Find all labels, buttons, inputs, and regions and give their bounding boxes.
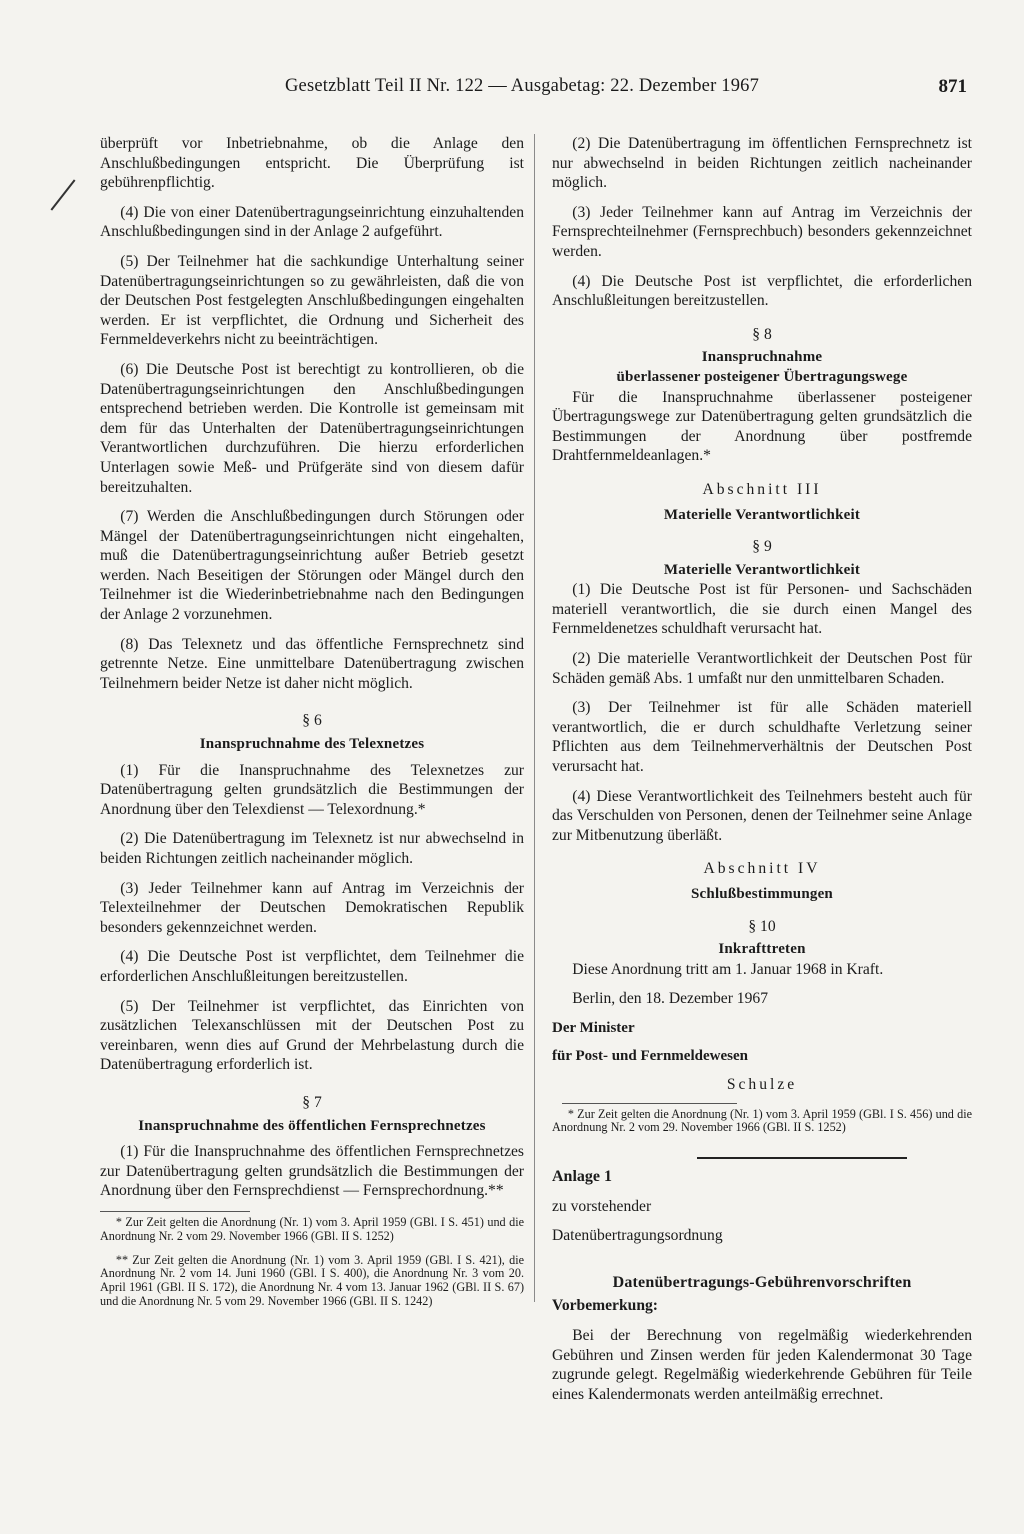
section-number: § 6 xyxy=(302,712,322,730)
section-title: Inanspruchnahme des Telexnetzes xyxy=(199,736,425,753)
chapter-title: Schlußbestimmungen xyxy=(691,886,833,902)
signer-title: Der Minister xyxy=(552,1019,635,1036)
paragraph: (8) Das Telexnetz und das öffentliche Fernsprechnetz sind getrennte Netze. Eine unmittelbare Datenübertragung zwischen Teilnehmern beider Netze ist daher nicht möglich. xyxy=(100,635,524,692)
page-number: 871 xyxy=(938,76,967,97)
paragraph: (3) Jeder Teilnehmer kann auf Antrag im Verzeichnis der Telexteilnehmer der Deutschen Demokratischen Republik besonders gekennzeichnet werden. xyxy=(100,879,524,936)
paragraph: Bei der Berechnung von regelmäßig wiederkehrenden Gebühren und Zinsen werden für jeden Kalendermonat 30 Tage zugrunde gelegt. Regelmäßig wiederkehrende Gebühren für Teile eines Kalendermonats werden anteilmäßig errechnet. xyxy=(552,1326,972,1403)
footnote-rule xyxy=(100,1211,250,1212)
footnote: ** Zur Zeit gelten die Anordnung (Nr. 1) vom 3. April 1959 (GBl. I S. 421), die Anordnung Nr. 2 vom 14. Juni 1960 (GBl. I S. 400), die Anordnung Nr. 3 vom 20. April 1961 (GBl. II S. 172), die Anordnung Nr. 4 vom 13. Januar 1962 (GBl. II S. 67) und die Anordnung Nr. 5 vom 29. November 1966 (GBl. II S. 1242) xyxy=(100,1252,524,1308)
paragraph: (3) Jeder Teilnehmer kann auf Antrag im Verzeichnis der Fernsprechteilnehmer (Fernsprechbuch) besonders gekennzeichnet werden. xyxy=(552,203,972,260)
paragraph: Für die Inanspruchnahme überlassener posteigener Übertragungswege zur Datenübertragung gelten grundsätzlich die Bestimmungen der Anordnung über postfremde Drahtfernmeldeanlagen.* xyxy=(552,388,972,465)
chapter-heading: Abschnitt III xyxy=(702,480,822,498)
appendix-subtitle: Datenübertragungsordnung xyxy=(552,1226,723,1244)
section-number: § 10 xyxy=(748,917,776,935)
paragraph: überprüft vor Inbetriebnahme, ob die Anlage den Anschlußbedingungen entspricht. Die Überprüfung ist gebührenpflichtig. xyxy=(100,135,524,192)
section-number: § 8 xyxy=(752,325,772,343)
footnote: * Zur Zeit gelten die Anordnung (Nr. 1) vom 3. April 1959 (GBl. I S. 456) und die Anordnung Nr. 2 vom 29. November 1966 (GBl. II S. 1252) xyxy=(552,1106,972,1135)
right-column xyxy=(552,134,972,1414)
signer-name: Schulze xyxy=(726,1075,798,1093)
paragraph: (4) Die Deutsche Post ist verpflichtet, dem Teilnehmer die erforderlichen Anschlußleitungen bereitzustellen. xyxy=(100,948,524,985)
paragraph: (5) Der Teilnehmer hat die sachkundige Unterhaltung seiner Datenübertragungseinrichtungen so zu gewährleisten, daß die von der Deutschen Post festgelegten Anschlußbedingungen eingehalten werden. Er ist verpflichtet, die Ordnung und Sicherheit des Fernmeldeverkehrs nicht zu beeinträchtigen. xyxy=(100,252,524,349)
paragraph: (5) Der Teilnehmer ist verpflichtet, das Einrichten von zusätzlichen Telexanschlüssen mit der Deutschen Post zu vereinbaren, wenn dies auf Grund der Mehrbelastung durch die Datenübertragung erforderlich ist. xyxy=(100,997,524,1074)
section-title: Materielle Verantwortlichkeit xyxy=(663,561,861,578)
paragraph: (2) Die Datenübertragung im Telexnetz ist nur abwechselnd in beiden Richtungen zeitlich nacheinander möglich. xyxy=(100,830,524,867)
running-title: Gesetzblatt Teil II Nr. 122 — Ausgabetag: 22. Dezember 1967 xyxy=(285,76,760,96)
paragraph: (2) Die Datenübertragung im öffentlichen Fernsprechnetz ist nur abwechselnd in beiden Richtungen zeitlich nacheinander möglich. xyxy=(552,135,972,192)
footnote-rule xyxy=(562,1103,737,1104)
appendix-rule xyxy=(697,1157,907,1159)
paragraph: (1) Für die Inanspruchnahme des öffentlichen Fernsprechnetzes zur Datenübertragung gelten grundsätzlich die Bestimmungen der Anordnung über den Fernsprechdienst — Fernsprechordnung.** xyxy=(100,1143,524,1200)
paragraph: (7) Werden die Anschlußbedingungen durch Störungen oder Mängel der Datenübertragungseinrichtungen nicht eingehalten, muß die Datenübertragungseinrichtung außer Betrieb gesetzt werden. Nach Beseitigen der Störungen oder Mängel durch den Teilnehmer ist die Wiederinbetriebnahme nach den Bedingungen der Anlage 2 vorzunehmen. xyxy=(100,508,524,624)
footnote: * Zur Zeit gelten die Anordnung (Nr. 1) vom 3. April 1959 (GBl. I S. 451) und die Anordnung Nr. 2 vom 29. November 1966 (GBl. II S. 1252) xyxy=(100,1214,524,1243)
section-title: überlassener posteigener Übertragungswege xyxy=(616,368,908,385)
paragraph: Diese Anordnung tritt am 1. Januar 1968 in Kraft. xyxy=(572,960,884,978)
signer-title: für Post- und Fernmeldewesen xyxy=(552,1047,748,1064)
paragraph: (1) Die Deutsche Post ist für Personen- und Sachschäden materiell verantwortlich, die sie durch einen Mangel des Fernmeldenetzes schuldhaft verursacht hat. xyxy=(552,581,972,638)
chapter-heading: Abschnitt IV xyxy=(703,860,821,878)
paragraph: (4) Diese Verantwortlichkeit des Teilnehmers besteht auch für das Verschulden von Personen, denen der Teilnehmer seine Anlage zur Mitbenutzung überläßt. xyxy=(552,787,972,844)
appendix-title: Anlage 1 xyxy=(552,1168,612,1186)
paragraph: (6) Die Deutsche Post ist berechtigt zu kontrollieren, ob die Datenübertragungseinrichtungen den Anschlußbedingungen entsprechend betrieben werden. Die Kontrolle ist gemeinsam mit dem für das Unterhalten der Datenübertragungseinrichtungen Verantwortlichen durchzuführen. Die hierzu erforderlichen Unterlagen sowie Meß- und Prüfgeräte sind von diesem dafür bereitzuhalten. xyxy=(100,360,524,496)
section-title: Inkrafttreten xyxy=(718,941,806,958)
paragraph: (2) Die materielle Verantwortlichkeit der Deutschen Post für Schäden gemäß Abs. 1 umfaßt nur den unmittelbaren Schaden. xyxy=(552,650,972,687)
appendix-heading: Datenübertragungs-Gebührenvorschriften xyxy=(612,1273,912,1291)
paragraph: (4) Die von einer Datenübertragungseinrichtung einzuhaltenden Anschlußbedingungen sind in der Anlage 2 aufgeführt. xyxy=(100,203,524,241)
paragraph: (1) Für die Inanspruchnahme des Telexnetzes zur Datenübertragung gelten grundsätzlich die Bestimmungen der Anordnung über den Telexdienst — Telexordnung.* xyxy=(100,761,524,818)
column-divider xyxy=(534,134,535,1302)
section-number: § 9 xyxy=(752,538,772,556)
left-column xyxy=(100,134,524,1319)
preliminary-note-label: Vorbemerkung: xyxy=(552,1297,658,1315)
section-number: § 7 xyxy=(302,1093,322,1111)
page-header xyxy=(285,76,975,102)
paragraph: (3) Der Teilnehmer ist für alle Schäden materiell verantwortlich, die er durch schuldhafte Verletzung seiner Pflichten aus dem Teilnehmerverhältnis der Deutschen Post verursacht hat. xyxy=(552,699,972,776)
paragraph: (4) Die Deutsche Post ist verpflichtet, die erforderlichen Anschlußleitungen bereitzustellen. xyxy=(552,272,972,310)
section-title: Inanspruchnahme xyxy=(701,349,823,366)
margin-pen-mark xyxy=(51,179,76,210)
section-title: Inanspruchnahme des öffentlichen Fernsprechnetzes xyxy=(138,1117,486,1134)
chapter-title: Materielle Verantwortlichkeit xyxy=(663,506,861,523)
signature-date: Berlin, den 18. Dezember 1967 xyxy=(572,990,768,1008)
appendix-subtitle: zu vorstehender xyxy=(552,1197,652,1215)
